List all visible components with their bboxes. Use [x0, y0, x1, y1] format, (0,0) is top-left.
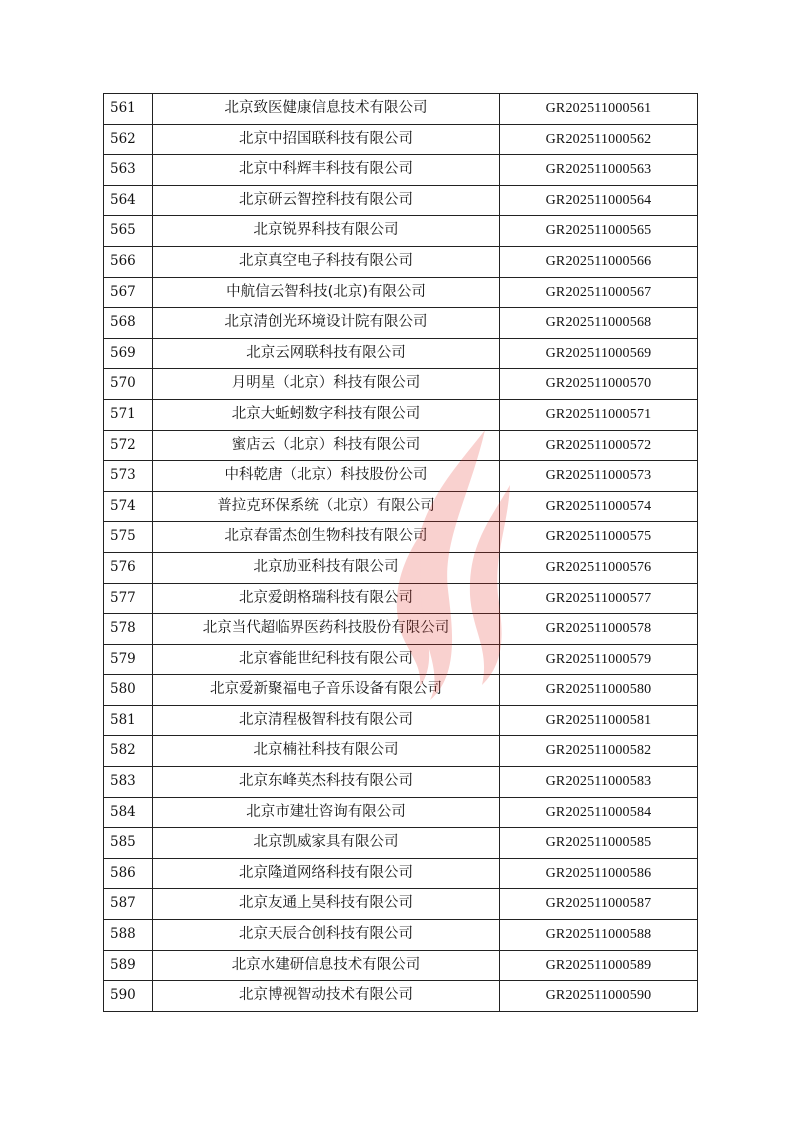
row-number: 585	[104, 828, 153, 859]
row-number: 578	[104, 614, 153, 645]
row-number: 565	[104, 216, 153, 247]
table-row	[104, 644, 698, 675]
certificate-code: GR202511000576	[500, 552, 698, 583]
certificate-code: GR202511000571	[500, 399, 698, 430]
certificate-code: GR202511000565	[500, 216, 698, 247]
company-name: 北京凯威家具有限公司	[153, 828, 500, 859]
row-number: 573	[104, 461, 153, 492]
row-number: 563	[104, 155, 153, 186]
certificate-code: GR202511000564	[500, 185, 698, 216]
table-row	[104, 216, 698, 247]
company-name: 中科乾唐（北京）科技股份公司	[153, 461, 500, 492]
row-number: 562	[104, 124, 153, 155]
company-name: 普拉克环保系统（北京）有限公司	[153, 491, 500, 522]
company-name: 北京中招国联科技有限公司	[153, 124, 500, 155]
row-number: 590	[104, 981, 153, 1012]
certificate-code: GR202511000566	[500, 246, 698, 277]
table-row	[104, 277, 698, 308]
company-name: 北京天辰合创科技有限公司	[153, 920, 500, 951]
table-row	[104, 369, 698, 400]
company-name: 北京春雷杰创生物科技有限公司	[153, 522, 500, 553]
company-name: 北京水建研信息技术有限公司	[153, 950, 500, 981]
row-number: 587	[104, 889, 153, 920]
row-number: 589	[104, 950, 153, 981]
table-row	[104, 583, 698, 614]
table-row	[104, 675, 698, 706]
row-number: 580	[104, 675, 153, 706]
table-row	[104, 185, 698, 216]
company-name: 北京清程极智科技有限公司	[153, 705, 500, 736]
row-number: 581	[104, 705, 153, 736]
row-number: 575	[104, 522, 153, 553]
company-name: 蜜店云（北京）科技有限公司	[153, 430, 500, 461]
certificate-code: GR202511000585	[500, 828, 698, 859]
company-name: 北京博视智动技术有限公司	[153, 981, 500, 1012]
row-number: 577	[104, 583, 153, 614]
company-name: 北京爱新聚福电子音乐设备有限公司	[153, 675, 500, 706]
company-name: 北京东峰英杰科技有限公司	[153, 767, 500, 798]
company-name: 北京致医健康信息技术有限公司	[153, 94, 500, 125]
company-name: 北京市建壮咨询有限公司	[153, 797, 500, 828]
company-name: 北京睿能世纪科技有限公司	[153, 644, 500, 675]
table-row	[104, 552, 698, 583]
row-number: 570	[104, 369, 153, 400]
certificate-code: GR202511000582	[500, 736, 698, 767]
row-number: 568	[104, 308, 153, 339]
company-name: 北京当代超临界医药科技股份有限公司	[153, 614, 500, 645]
row-number: 567	[104, 277, 153, 308]
company-name: 北京爱朗格瑞科技有限公司	[153, 583, 500, 614]
company-name: 北京清创光环境设计院有限公司	[153, 308, 500, 339]
row-number: 588	[104, 920, 153, 951]
certificate-code: GR202511000588	[500, 920, 698, 951]
row-number: 561	[104, 94, 153, 125]
certificate-code: GR202511000574	[500, 491, 698, 522]
table-row	[104, 828, 698, 859]
company-name: 北京云网联科技有限公司	[153, 338, 500, 369]
table-row	[104, 155, 698, 186]
certificate-code: GR202511000578	[500, 614, 698, 645]
certificate-code: GR202511000584	[500, 797, 698, 828]
table-row	[104, 94, 698, 125]
certificate-code: GR202511000573	[500, 461, 698, 492]
table-row	[104, 767, 698, 798]
table-row	[104, 705, 698, 736]
certificate-code: GR202511000590	[500, 981, 698, 1012]
company-name: 北京友通上昊科技有限公司	[153, 889, 500, 920]
company-name: 北京锐界科技有限公司	[153, 216, 500, 247]
row-number: 582	[104, 736, 153, 767]
table-row	[104, 491, 698, 522]
company-name: 北京研云智控科技有限公司	[153, 185, 500, 216]
row-number: 574	[104, 491, 153, 522]
certificate-code: GR202511000581	[500, 705, 698, 736]
table-row	[104, 920, 698, 951]
company-registry-table	[103, 93, 698, 1012]
certificate-code: GR202511000583	[500, 767, 698, 798]
company-name: 北京大蚯蚓数字科技有限公司	[153, 399, 500, 430]
table-row	[104, 338, 698, 369]
company-name: 北京隆道网络科技有限公司	[153, 858, 500, 889]
certificate-code: GR202511000562	[500, 124, 698, 155]
row-number: 576	[104, 552, 153, 583]
row-number: 583	[104, 767, 153, 798]
table-row	[104, 736, 698, 767]
row-number: 566	[104, 246, 153, 277]
company-name: 北京楠社科技有限公司	[153, 736, 500, 767]
company-name: 北京劢亚科技有限公司	[153, 552, 500, 583]
row-number: 571	[104, 399, 153, 430]
certificate-code: GR202511000567	[500, 277, 698, 308]
table-row	[104, 858, 698, 889]
company-name: 月明星（北京）科技有限公司	[153, 369, 500, 400]
table-row	[104, 981, 698, 1012]
table-row	[104, 950, 698, 981]
company-name: 北京中科辉丰科技有限公司	[153, 155, 500, 186]
table-row	[104, 308, 698, 339]
table-row	[104, 461, 698, 492]
certificate-code: GR202511000569	[500, 338, 698, 369]
certificate-code: GR202511000580	[500, 675, 698, 706]
table-row	[104, 889, 698, 920]
certificate-code: GR202511000561	[500, 94, 698, 125]
certificate-code: GR202511000586	[500, 858, 698, 889]
certificate-code: GR202511000563	[500, 155, 698, 186]
certificate-code: GR202511000568	[500, 308, 698, 339]
row-number: 572	[104, 430, 153, 461]
table-row	[104, 614, 698, 645]
certificate-code: GR202511000587	[500, 889, 698, 920]
company-name: 中航信云智科技(北京)有限公司	[153, 277, 500, 308]
table-row	[104, 522, 698, 553]
table-row	[104, 797, 698, 828]
certificate-code: GR202511000570	[500, 369, 698, 400]
table-row	[104, 124, 698, 155]
row-number: 579	[104, 644, 153, 675]
company-name: 北京真空电子科技有限公司	[153, 246, 500, 277]
row-number: 564	[104, 185, 153, 216]
table-row	[104, 399, 698, 430]
certificate-code: GR202511000575	[500, 522, 698, 553]
certificate-code: GR202511000579	[500, 644, 698, 675]
certificate-code: GR202511000577	[500, 583, 698, 614]
table-row	[104, 430, 698, 461]
row-number: 586	[104, 858, 153, 889]
certificate-code: GR202511000572	[500, 430, 698, 461]
certificate-code: GR202511000589	[500, 950, 698, 981]
row-number: 569	[104, 338, 153, 369]
row-number: 584	[104, 797, 153, 828]
table-row	[104, 246, 698, 277]
